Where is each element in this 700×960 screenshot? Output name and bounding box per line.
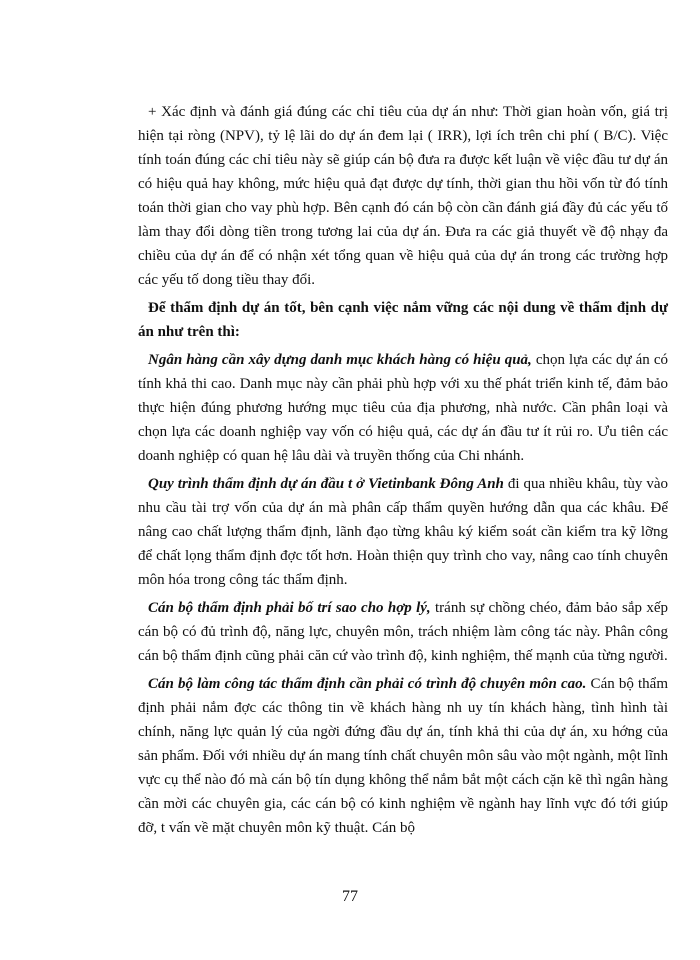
- paragraph-staff-expertise: [138, 672, 668, 840]
- paragraph-lead: Cán bộ thẩm định phải bố trí sao cho hợp lý,: [148, 600, 431, 616]
- paragraph-staff-arrangement: [138, 596, 668, 668]
- paragraph-lead: Để thẩm định dự án tốt, bên cạnh việc nắm vững các nội dung về thẩm định dự án như trên thì:: [138, 300, 668, 340]
- paragraph-intro-bold: [138, 296, 668, 344]
- body-text: [138, 100, 668, 844]
- paragraph-text: + Xác định và đánh giá đúng các chỉ tiêu của dự án như: Thời gian hoàn vốn, giá trị hiện tại ròng (NPV), tỷ lệ lãi do dự án đem lại ( IRR), lợi ích trên chi phí ( B/C). Việc tính toán đúng các chỉ tiêu này sẽ giúp cán bộ đưa ra được kết luận về việc đầu tư dự án có hiệu quả hay không, mức hiệu quả đạt được dự tính, thời gian thu hồi vốn từ đó tính toán thời gian cho vay phù hợp. Bên cạnh đó cán bộ còn cần đánh giá đầy đủ các yếu tố làm thay đổi dòng tiền trong tương lai của dự án. Đưa ra các giả thuyết về độ nhạy đa chiều của dự án để có nhận xét tổng quan về hiệu quả của dự án trong các trường hợp các yếu tố dong tiều thay đổi.: [138, 104, 668, 288]
- paragraph-criteria: [138, 100, 668, 292]
- paragraph-appraisal-process: [138, 472, 668, 592]
- page-number: 77: [342, 888, 358, 905]
- paragraph-text: tránh sự chồng chéo, đảm bảo sắp xếp cán bộ có đủ trình độ, năng lực, chuyên môn, trách nhiệm làm công tác này. Phân công cán bộ thẩm định cũng phải căn cứ vào trình độ, kinh nghiệm, thế mạnh của từng người.: [138, 600, 668, 664]
- paragraph-text: Cán bộ thẩm định phải nắm đợc các thông tin về khách hàng nh uy tín khách hàng, tình hình tài chính, năng lực quản lý của ngời đứng đầu dự án, tính khả thi của dự án, xu hớng của sản phẩm. Đối với nhiều dự án mang tính chất chuyên môn sâu vào một ngành, một lĩnh vực cụ thể nào đó mà cán bộ tín dụng không thể nắm bắt một cách cặn kẽ thì ngân hàng cần mời các chuyên gia, các cán bộ có kinh nghiệm về ngành hay lĩnh vực đó tới giúp đỡ, t vấn về mặt chuyên môn kỹ thuật. Cán bộ: [138, 676, 668, 836]
- paragraph-lead: Cán bộ làm công tác thẩm định cần phải có trình độ chuyên môn cao.: [148, 676, 587, 692]
- paragraph-client-portfolio: [138, 348, 668, 468]
- paragraph-lead: Quy trình thẩm định dự án đầu t ở Vietinbank Đông Anh: [148, 476, 504, 492]
- paragraph-lead: Ngân hàng cần xây dựng danh mục khách hàng có hiệu quả,: [148, 352, 532, 368]
- paragraph-text: đi qua nhiều khâu, tùy vào nhu cầu tài trợ vốn của dự án mà phân cấp thẩm quyền hướng dẫn qua các khâu. Để nâng cao chất lượng thẩm định, lãnh đạo từng khâu ký kiểm soát cần kiểm tra kỹ lỡng để chất lọng thẩm định đợc tốt hơn. Hoàn thiện quy trình cho vay, nâng cao tính chuyên môn hóa trong công tác thẩm định.: [138, 476, 668, 588]
- paragraph-text: chọn lựa các dự án có tính khả thi cao. Danh mục này cần phải phù hợp với xu thế phát triển kinh tế, đảm bảo thực hiện đúng phương hướng mục tiêu của địa phương, nhà nước. Cần phân loại và chọn lựa các doanh nghiệp vay vốn có hiệu quả, các dự án đầu tư ít rủi ro. Ưu tiên các doanh nghiệp có quan hệ lâu dài và truyền thống của Chi nhánh.: [138, 352, 668, 464]
